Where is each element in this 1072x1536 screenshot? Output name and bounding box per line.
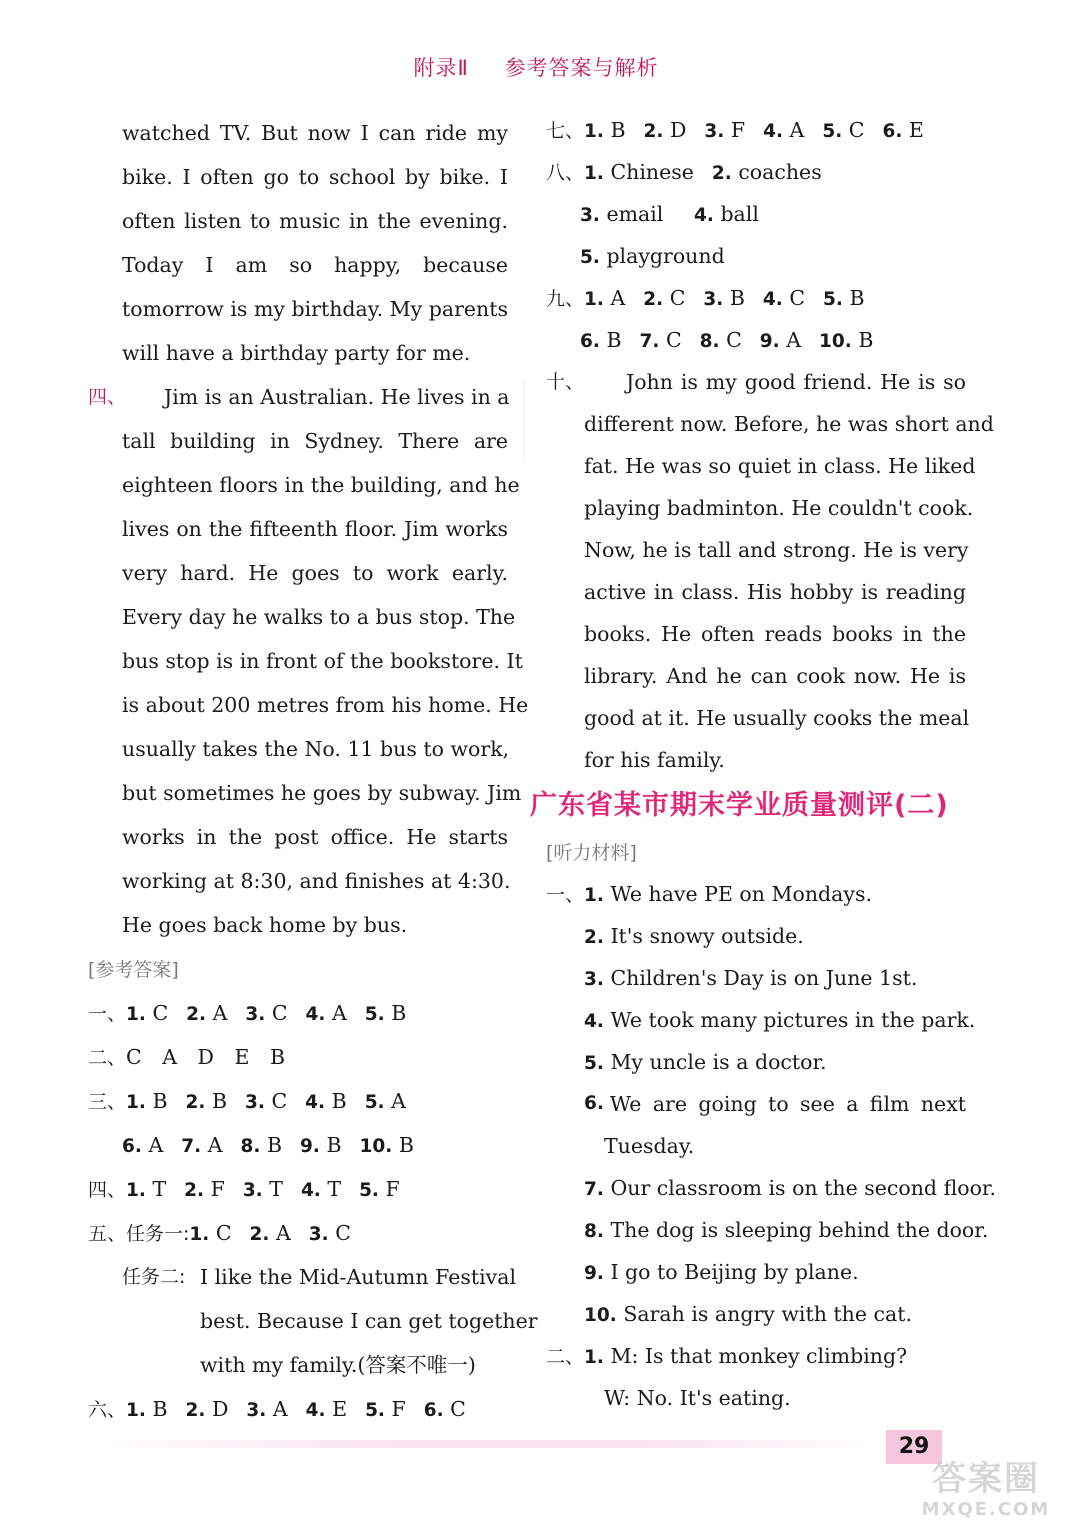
item-number: 1. <box>584 121 604 142</box>
ref-answer-label: [参考答案] <box>88 959 179 981</box>
item-number: 3. <box>245 1004 266 1025</box>
item-number: 3. <box>584 969 604 990</box>
item-answer: C <box>450 1397 466 1421</box>
section-number: 一、 <box>546 884 585 906</box>
item-number: 7. <box>584 1179 604 1200</box>
item-number: 5. <box>822 121 843 142</box>
item-number: 4. <box>305 1092 326 1113</box>
text-line: I like the Mid-Autumn Festival <box>200 1265 516 1289</box>
item-number: 2. <box>643 289 664 310</box>
text-line: Now, he is tall and strong. He is very <box>584 538 969 562</box>
item-number: 6. <box>122 1136 142 1157</box>
item-answer: C A D E B <box>126 1045 286 1069</box>
item-number: 1. <box>126 1092 146 1113</box>
listening-row <box>546 1083 966 1125</box>
text-line: usually takes the No. 11 bus to work, <box>122 737 510 761</box>
item-answer: A <box>331 1001 347 1025</box>
answer-row-5 <box>88 1211 508 1255</box>
item-answer: A <box>212 1001 228 1025</box>
item-answer: B <box>326 1133 342 1157</box>
item-number: 3. <box>242 1180 263 1201</box>
answer-row-9b <box>546 319 966 361</box>
section-number: 七、 <box>546 120 585 142</box>
item-text: We are going to see a film next <box>609 1092 966 1116</box>
section-number: 三、 <box>88 1091 127 1113</box>
item-answer: C <box>215 1221 232 1245</box>
text-line: for his family. <box>584 748 725 772</box>
item-answer: C <box>271 1001 288 1025</box>
item-number: 9. <box>300 1136 320 1157</box>
listening-row <box>546 1167 996 1209</box>
item-number: 3. <box>246 1400 267 1421</box>
item-number: 6. <box>580 331 600 352</box>
item-number: 3. <box>580 205 600 226</box>
item-answer: B <box>858 328 874 352</box>
text-line: different now. Before, he was short and <box>584 412 994 436</box>
item-answer: F <box>385 1177 400 1201</box>
item-text: We took many pictures in the park. <box>610 1008 976 1032</box>
item-number: 4. <box>305 1400 326 1421</box>
item-number: 2. <box>185 1092 206 1113</box>
item-answer: A <box>148 1133 164 1157</box>
text-line: playing badminton. He couldn't cook. <box>584 496 974 520</box>
item-number: 1. <box>584 1347 604 1368</box>
section-title: 广东省某市期末学业质量测评(二) <box>530 790 949 821</box>
item-number: 5. <box>584 1053 604 1074</box>
item-answer: T <box>327 1177 342 1201</box>
section-number: 五、 <box>88 1223 127 1245</box>
text-line: fat. He was so quiet in class. He liked <box>584 454 976 478</box>
listening-row <box>546 1293 966 1335</box>
section-number: 十、 <box>546 371 585 393</box>
appendix-label: 附录Ⅱ <box>413 56 469 80</box>
item-answer: C <box>789 286 806 310</box>
item-answer: C <box>669 286 686 310</box>
item-number: 4. <box>300 1180 321 1201</box>
item-text: I go to Beijing by plane. <box>610 1260 859 1284</box>
task2-row <box>88 1255 516 1299</box>
ref-answer-heading <box>88 947 508 991</box>
item-number: 1. <box>584 885 604 906</box>
answer-row-7 <box>546 109 966 151</box>
listening-row <box>546 873 966 915</box>
item-number: 5. <box>365 1400 385 1421</box>
item-number: 4. <box>584 1011 604 1032</box>
listening-row <box>546 1209 989 1251</box>
item-answer: C <box>726 328 742 352</box>
text-line: lives on the fifteenth floor. Jim works <box>122 517 508 541</box>
item-text: Tuesday. <box>604 1134 695 1158</box>
answer-row-8 <box>546 151 966 193</box>
item-answer: B <box>211 1089 228 1113</box>
text-line: is about 200 metres from his home. He <box>122 693 529 717</box>
text-line: often listen to music in the evening. <box>122 209 508 233</box>
item-answer: A <box>610 286 626 310</box>
item-answer: C <box>665 328 682 352</box>
text-line: with my family.(答案不唯一) <box>200 1353 476 1377</box>
item-number: 9. <box>584 1263 604 1284</box>
task-label: 任务二: <box>122 1266 186 1288</box>
text-line: good at it. He usually cooks the meal <box>584 706 970 730</box>
item-number: 3. <box>245 1092 265 1113</box>
item-answer: coaches <box>738 160 822 184</box>
item-number: 2. <box>185 1400 206 1421</box>
text-line: library. And he can cook now. He is <box>584 664 966 688</box>
q4-label: 四、 <box>88 386 127 408</box>
item-number: 5. <box>364 1004 385 1025</box>
text-line: active in class. His hobby is reading <box>584 580 966 604</box>
item-answer: email <box>606 202 664 226</box>
item-number: 10. <box>819 331 852 352</box>
item-number: 4. <box>694 205 714 226</box>
item-answer: B <box>606 328 622 352</box>
text-line: bike. I often go to school by bike. I <box>122 165 508 189</box>
section-number: 二、 <box>88 1047 127 1069</box>
item-number: 2. <box>186 1004 207 1025</box>
text-line: He goes back home by bus. <box>122 913 408 937</box>
answer-row-3 <box>88 1079 508 1123</box>
text-line: tall building in Sydney. There are <box>122 429 508 453</box>
item-number: 10. <box>584 1305 617 1326</box>
item-number: 2. <box>249 1224 270 1245</box>
column-divider <box>524 380 525 460</box>
item-answer: B <box>152 1089 168 1113</box>
item-text: Our classroom is on the second floor. <box>610 1176 996 1200</box>
left-column <box>88 111 538 1431</box>
item-answer: playground <box>606 244 725 268</box>
item-answer: D <box>669 118 687 142</box>
item-answer: Chinese <box>610 160 694 184</box>
listening-row <box>546 1251 966 1293</box>
item-text: Sarah is angry with the cat. <box>623 1302 912 1326</box>
text-line: but sometimes he goes by subway. Jim <box>122 781 522 805</box>
answer-row-4 <box>88 1167 508 1211</box>
item-answer: B <box>398 1133 414 1157</box>
item-answer: A <box>207 1133 223 1157</box>
item-number: 8. <box>699 331 720 352</box>
listening-row <box>546 957 966 999</box>
answer-row-6 <box>88 1387 508 1431</box>
item-number: 7. <box>181 1136 202 1157</box>
text-line: watched TV. But now I can ride my <box>122 121 508 145</box>
text-line: eighteen floors in the building, and he <box>122 473 520 497</box>
text-line: will have a birthday party for me. <box>122 341 471 365</box>
item-answer: C <box>335 1221 351 1245</box>
item-answer: E <box>332 1397 348 1421</box>
text-line: very hard. He goes to work early. <box>122 561 508 585</box>
listening-row <box>546 1377 966 1419</box>
item-text: M: Is that monkey climbing? <box>610 1344 908 1368</box>
item-answer: A <box>275 1221 291 1245</box>
item-number: 6. <box>423 1400 444 1421</box>
item-number: 5. <box>364 1092 385 1113</box>
item-answer: ball <box>720 202 759 226</box>
item-number: 2. <box>711 163 732 184</box>
text-line: Today I am so happy, because <box>122 253 508 277</box>
item-answer: A <box>789 118 805 142</box>
item-answer: B <box>391 1001 407 1025</box>
section-number: 六、 <box>88 1399 127 1421</box>
item-answer: B <box>331 1089 347 1113</box>
footer-band <box>88 1440 878 1448</box>
item-number: 3. <box>704 121 725 142</box>
item-answer: F <box>730 118 746 142</box>
item-answer: F <box>210 1177 225 1201</box>
item-number: 1. <box>126 1180 146 1201</box>
item-answer: T <box>152 1177 167 1201</box>
item-answer: A <box>786 328 802 352</box>
item-answer: B <box>266 1133 283 1157</box>
item-text: Children's Day is on June 1st. <box>610 966 918 990</box>
item-answer: C <box>152 1001 169 1025</box>
item-number: 10. <box>359 1136 393 1157</box>
answer-row-3b <box>88 1123 508 1167</box>
item-number: 6. <box>882 121 903 142</box>
page-number: 29 <box>886 1430 942 1464</box>
section-number: 四、 <box>88 1179 127 1201</box>
listening-row <box>546 1041 966 1083</box>
item-number: 4. <box>305 1004 326 1025</box>
item-number: 2. <box>643 121 664 142</box>
text-line: books. He often reads books in the <box>584 622 966 646</box>
item-answer: B <box>610 118 626 142</box>
item-number: 1. <box>126 1004 146 1025</box>
text-line: working at 8:30, and finishes at 4:30. <box>122 869 511 893</box>
item-number: 1. <box>584 163 604 184</box>
header-title: 参考答案与解析 <box>504 56 659 80</box>
watermark-domain: MXQE.COM <box>921 1499 1051 1520</box>
item-number: 8. <box>584 1221 604 1242</box>
item-answer: C <box>271 1089 288 1113</box>
watermark-logo <box>906 1460 1066 1530</box>
q10-first-line <box>546 361 966 403</box>
item-number: 8. <box>240 1136 261 1157</box>
section-number: 一、 <box>88 1003 127 1025</box>
listening-heading <box>546 831 966 873</box>
item-number: 1. <box>584 289 604 310</box>
section-heading <box>530 781 966 831</box>
item-text: W: No. It's eating. <box>604 1386 791 1410</box>
item-text: It's snowy outside. <box>610 924 804 948</box>
item-answer: B <box>729 286 745 310</box>
q4-first-line <box>88 375 508 419</box>
item-number: 3. <box>308 1224 329 1245</box>
watermark-text: 答案圈 <box>932 1459 1040 1499</box>
listening-row <box>546 999 976 1041</box>
listening-row <box>546 1335 966 1377</box>
item-text: The dog is sleeping behind the door. <box>610 1218 989 1242</box>
item-number: 2. <box>584 927 604 948</box>
item-answer: B <box>849 286 865 310</box>
item-answer: F <box>391 1397 406 1421</box>
item-answer: A <box>272 1397 288 1421</box>
item-text: We have PE on Mondays. <box>610 882 872 906</box>
item-number: 1. <box>126 1400 146 1421</box>
right-column <box>530 109 996 1419</box>
item-answer: E <box>908 118 924 142</box>
item-number: 1. <box>189 1224 210 1245</box>
page-header <box>0 52 1072 82</box>
item-answer: A <box>391 1089 406 1113</box>
item-number: 4. <box>763 121 783 142</box>
text-line: Jim is an Australian. He lives in a <box>164 385 510 409</box>
section-number: 九、 <box>546 288 585 310</box>
text-line: tomorrow is my birthday. My parents <box>122 297 508 321</box>
item-number: 3. <box>703 289 724 310</box>
answer-row-8c <box>546 235 966 277</box>
answer-row-2 <box>88 1035 508 1079</box>
item-number: 6. <box>584 1093 604 1114</box>
item-number: 4. <box>762 289 783 310</box>
section-number: 八、 <box>546 162 585 184</box>
item-number: 5. <box>359 1180 379 1201</box>
item-answer: D <box>211 1397 229 1421</box>
item-answer: B <box>152 1397 168 1421</box>
listening-row <box>546 915 966 957</box>
task-label: 任务一: <box>126 1223 190 1245</box>
answer-row-8b <box>546 193 966 235</box>
item-number: 9. <box>759 331 780 352</box>
text-line: John is my good friend. He is so <box>626 370 966 394</box>
listening-label: [听力材料] <box>546 842 637 864</box>
item-number: 7. <box>639 331 660 352</box>
item-number: 2. <box>184 1180 205 1201</box>
item-number: 5. <box>823 289 843 310</box>
text-line: best. Because I can get together <box>200 1309 538 1333</box>
item-text: My uncle is a doctor. <box>610 1050 827 1074</box>
text-line: bus stop is in front of the bookstore. It <box>122 649 523 673</box>
listening-row <box>546 1125 966 1167</box>
item-number: 5. <box>580 247 600 268</box>
answer-row-1 <box>88 991 508 1035</box>
item-answer: T <box>269 1177 283 1201</box>
text-line: works in the post office. He starts <box>122 825 508 849</box>
answer-row-9 <box>546 277 966 319</box>
text-line: Every day he walks to a bus stop. The <box>122 605 516 629</box>
section-number: 二、 <box>546 1346 585 1368</box>
item-answer: C <box>848 118 865 142</box>
